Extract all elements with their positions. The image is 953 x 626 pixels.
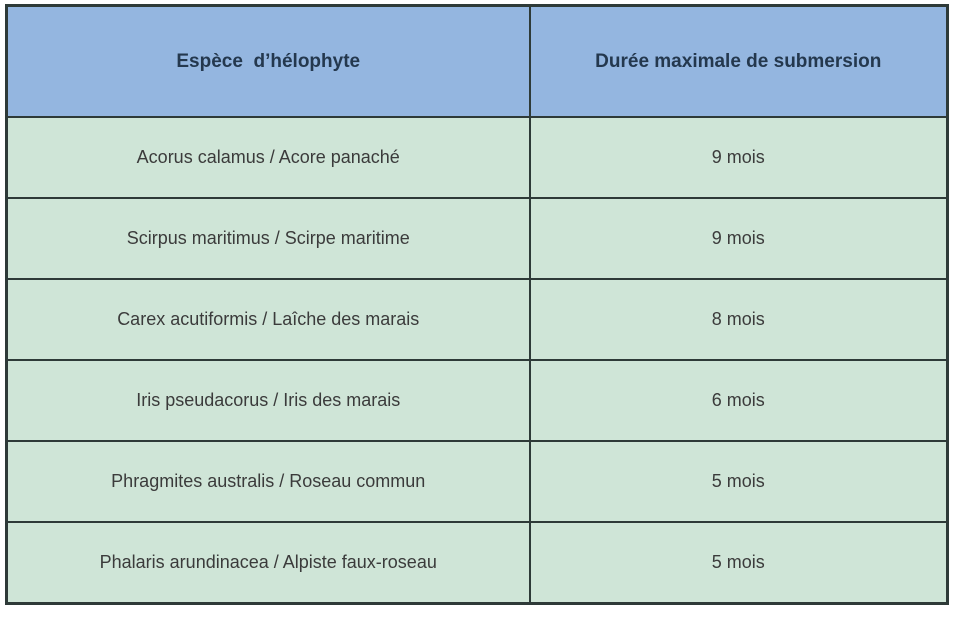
duration-cell: 5 mois <box>530 522 948 604</box>
column-header-duration: Durée maximale de submersion <box>530 6 948 118</box>
helophyte-submersion-table <box>5 4 949 605</box>
duration-cell: 5 mois <box>530 441 948 522</box>
column-header-species: Espèce d’hélophyte <box>7 6 530 118</box>
table-row <box>7 279 948 360</box>
table-row <box>7 198 948 279</box>
duration-cell: 8 mois <box>530 279 948 360</box>
table-row <box>7 522 948 604</box>
species-cell: Carex acutiformis / Laîche des marais <box>7 279 530 360</box>
duration-cell: 6 mois <box>530 360 948 441</box>
table-row <box>7 441 948 522</box>
table-row <box>7 117 948 198</box>
duration-cell: 9 mois <box>530 198 948 279</box>
species-cell: Phalaris arundinacea / Alpiste faux-roseau <box>7 522 530 604</box>
species-cell: Iris pseudacorus / Iris des marais <box>7 360 530 441</box>
header-row <box>7 6 948 118</box>
duration-cell: 9 mois <box>530 117 948 198</box>
species-cell: Phragmites australis / Roseau commun <box>7 441 530 522</box>
species-cell: Scirpus maritimus / Scirpe maritime <box>7 198 530 279</box>
table-row <box>7 360 948 441</box>
species-cell: Acorus calamus / Acore panaché <box>7 117 530 198</box>
